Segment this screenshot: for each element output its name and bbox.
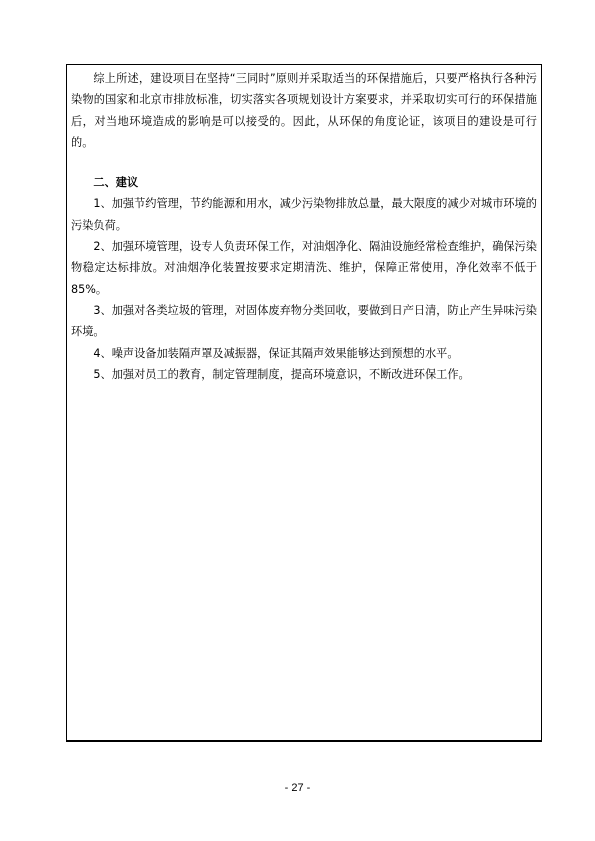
page-number: - 27 - xyxy=(284,782,311,794)
suggestion-item-2: 2、加强环境管理，设专人负责环保工作，对油烟净化、隔油设施经常检查维护，确保污染物稳定达标排放。对油烟净化装置按要求定期清洗、维护，保障正常使用，净化效率不低于 85%。 xyxy=(71,240,537,296)
section-heading: 二、建议 xyxy=(93,176,139,190)
suggestion-item-3: 3、加强对各类垃圾的管理，对固体废弃物分类回收，要做到日产日清，防止产生异味污染环境。 xyxy=(71,303,537,339)
document-body xyxy=(71,68,537,385)
suggestion-item-4: 4、噪声设备加装隔声罩及减振器，保证其隔声效果能够达到预想的水平。 xyxy=(93,346,459,360)
summary-paragraph: 综上所述，建设项目在坚持“三同时”原则并采取适当的环保措施后，只要严格执行各种污染物的国家和北京市排放标准，切实落实各项规划设计方案要求，并采取切实可行的环保措施后，对当地环境造成的影响是可以接受的。因此，从环保的角度论证，该项目的建设是可行的。 xyxy=(71,72,537,149)
suggestion-item-1: 1、加强节约管理，节约能源和用水，减少污染物排放总量，最大限度的减少对城市环境的污染负荷。 xyxy=(71,197,537,232)
suggestion-item-5: 5、加强对员工的教育，制定管理制度，提高环境意识，不断改进环保工作。 xyxy=(93,367,470,381)
paragraph-spacer xyxy=(71,153,537,172)
